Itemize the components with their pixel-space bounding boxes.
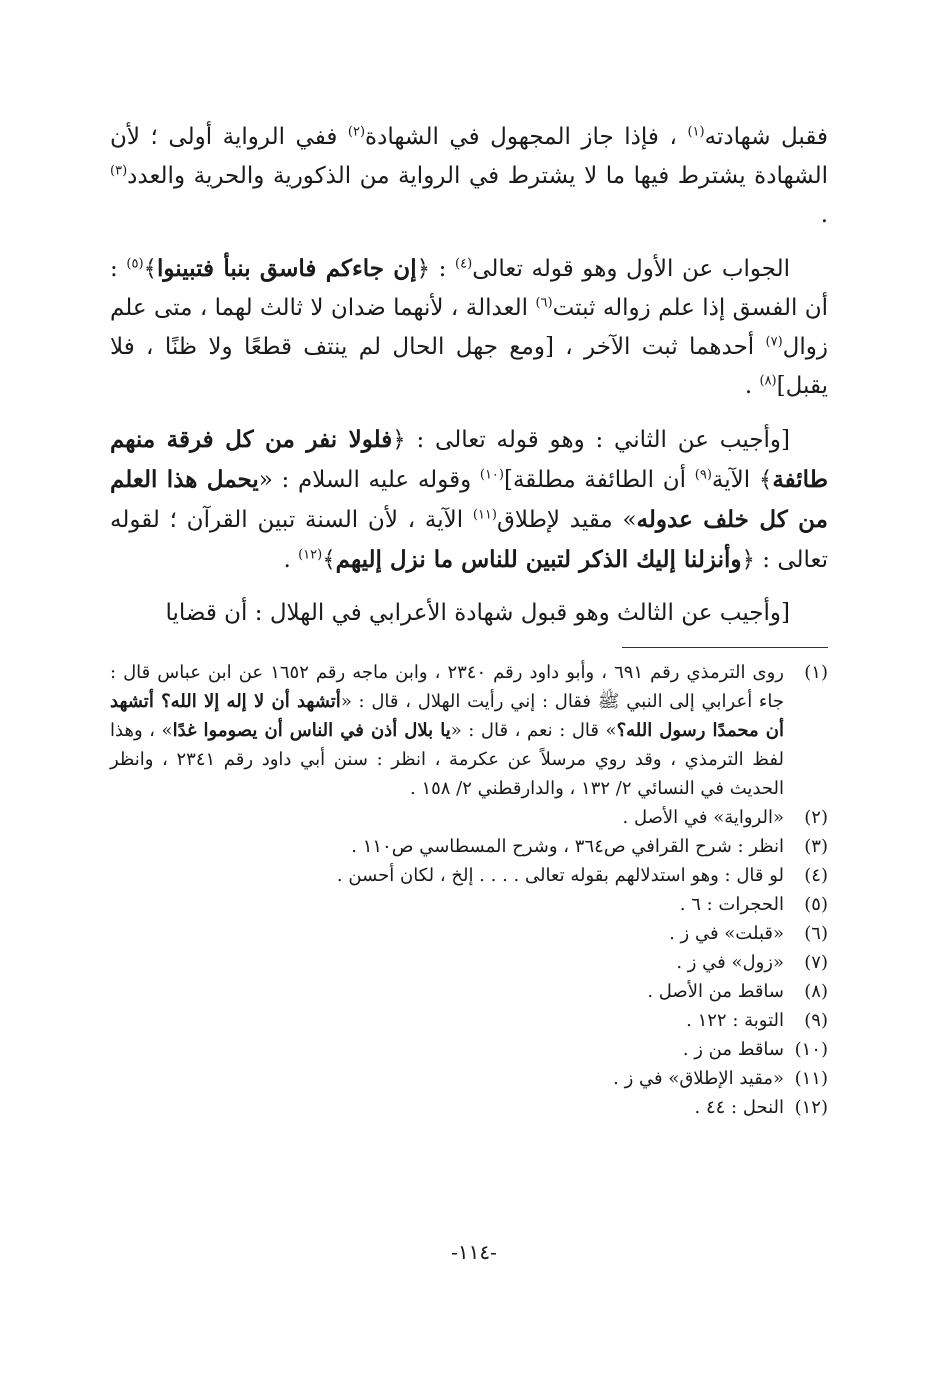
- text-run: ففي الرواية أولى ؛ لأن الشهادة يشترط فيها ما لا يشترط في الرواية من الذكورية والحرية والعدد: [110, 124, 828, 189]
- footnote-number: (٣): [804, 836, 828, 857]
- footnote-item: [110, 832, 828, 861]
- footnote-number: (٤): [804, 865, 828, 886]
- footnote-number: (١١): [794, 1068, 828, 1089]
- footnote-text: «زول» في ز .: [676, 952, 784, 973]
- footnote-item: [110, 1006, 828, 1035]
- footnote-item: [110, 919, 828, 948]
- text-run: .: [820, 202, 828, 228]
- footnote-separator: [622, 647, 828, 648]
- footnote-item: [110, 803, 828, 832]
- footnote-number: (٩): [804, 1010, 828, 1031]
- paragraph-1: [110, 118, 828, 235]
- footnote-number: (١٢): [794, 1097, 828, 1118]
- text-run: الآية ، لأن السنة تبين القرآن ؛ لقوله تعالى : ﴿: [110, 507, 828, 573]
- footnote-ref[interactable]: (٧): [765, 334, 783, 350]
- footnote-ref[interactable]: (٦): [535, 295, 553, 311]
- quran-verse: وأنزلنا إليك الذكر لتبين للناس ما نزل إليهم: [335, 546, 742, 573]
- text-run: ﴾: [322, 547, 336, 573]
- text-run: فقبل شهادته: [704, 124, 829, 150]
- text-run: وقوله عليه السلام : «: [258, 467, 480, 493]
- footnote-text: ساقط من الأصل .: [647, 981, 784, 1002]
- footnote-item: [110, 1064, 828, 1093]
- hadith-quote: يحمل هذا العلم من كل خلف عدوله: [110, 466, 828, 533]
- footnote-text: النحل : ٤٤ .: [694, 1097, 784, 1118]
- footnote-number: (٢): [804, 807, 828, 828]
- footnote-text: «الرواية» في الأصل .: [622, 807, 784, 828]
- footnote-ref[interactable]: (١٢): [298, 547, 323, 563]
- text-run: [وأجيب عن الثالث وهو قبول شهادة الأعرابي في الهلال : أن قضايا: [165, 600, 790, 626]
- footnote-number: (٦): [804, 923, 828, 944]
- text-run: : أن الفسق إذا علم زواله ثبتت: [110, 256, 829, 321]
- footnotes: [110, 658, 828, 1122]
- text-run: أحدهما ثبت الآخر ، [ومع جهل الحال لم ينتف قطعًا ولا ظنًا ، فلا يقبل]: [110, 334, 828, 399]
- footnote-ref[interactable]: (٣): [110, 163, 128, 179]
- page-number: -١١٤-: [451, 1240, 497, 1264]
- footnote-text: [110, 658, 784, 803]
- footnote-number: (١٠): [794, 1039, 828, 1060]
- quran-verse: إن جاءكم فاسق بنبأ فتبينوا: [157, 255, 417, 282]
- footnote-item: [110, 658, 828, 803]
- text-run: أن الطائفة مطلقة]: [504, 467, 695, 493]
- footnote-text: لو قال : وهو استدلالهم بقوله تعالى . . . . إلخ ، لكان أحسن .: [336, 865, 784, 886]
- footnote-item: [110, 948, 828, 977]
- text-run: ﴾: [143, 256, 157, 282]
- footnote-text: ساقط من ز .: [682, 1039, 784, 1060]
- footnote-ref[interactable]: (١): [687, 124, 705, 140]
- footnote-ref[interactable]: (١١): [472, 507, 497, 523]
- text-run: الجواب عن الأول وهو قوله تعالى: [472, 256, 790, 282]
- text-run: ﴾ الآية: [711, 467, 773, 493]
- text-run: : ﴿: [416, 256, 456, 282]
- paragraph-4: [110, 594, 828, 633]
- text-run: العدالة ، لأنهما ضدان لا ثالث لهما ، متى علم زوال: [110, 295, 828, 360]
- footnote-ref[interactable]: (٩): [694, 467, 712, 483]
- footnote-number: (٨): [804, 981, 828, 1002]
- hadith-quote: يا بلال أذن في الناس أن يصوموا غدًا: [172, 720, 451, 741]
- footnote-item: [110, 977, 828, 1006]
- footnote-text: انظر : شرح القرافي ص٣٦٤ ، وشرح المسطاسي ص١١٠ .: [351, 836, 784, 857]
- footnote-text: «مقيد الإطلاق» في ز .: [613, 1068, 784, 1089]
- text-run: [وأجيب عن الثاني : وهو قوله تعالى : ﴿: [392, 427, 791, 453]
- footnote-text: الحجرات : ٦ .: [679, 894, 784, 915]
- footnote-ref[interactable]: (٥): [126, 256, 144, 272]
- text-run: روى الترمذي رقم ٦٩١ ، وأبو داود رقم ٢٣٤٠ ، وابن ماجه رقم ١٦٥٢ عن ابن عباس قال : جاء أعرابي إلى النبي ﷺ فقال : إني رأيت الهلال ، قال : «: [110, 662, 784, 712]
- text-run: » ، وهذا لفظ الترمذي ، وقد روي مرسلاً عن عكرمة ، انظر : سنن أبي داود رقم ٢٣٤١ ، وانظر الحديث في النسائي ٢/ ١٣٢ ، والدارقطني ٢/ ١٥٨ .: [110, 720, 784, 799]
- page-content: [110, 118, 828, 1122]
- text-run: » قال : نعم ، قال : «: [450, 720, 617, 741]
- footnote-item: [110, 1093, 828, 1122]
- paragraph-2: [110, 249, 828, 406]
- footnote-text: التوبة : ١٢٢ .: [686, 1010, 784, 1031]
- text-run: .: [744, 373, 760, 399]
- text-run: ، فإذا جاز المجهول في الشهادة: [365, 124, 688, 150]
- footnote-ref[interactable]: (٢): [347, 124, 366, 140]
- text-run: » مقيد لإطلاق: [497, 507, 637, 533]
- footnote-number: (٥): [804, 894, 828, 915]
- footnote-item: [110, 1035, 828, 1064]
- footnote-item: [110, 861, 828, 890]
- quran-verse: فلولا نفر من كل فرقة منهم طائفة: [110, 426, 828, 493]
- footnote-text: «قبلت» في ز .: [669, 923, 784, 944]
- footnote-number: (٧): [804, 952, 828, 973]
- footnote-item: [110, 890, 828, 919]
- footnote-ref[interactable]: (٨): [759, 373, 777, 389]
- footnote-ref[interactable]: (١٠): [479, 467, 504, 483]
- footnote-ref[interactable]: (٤): [455, 256, 473, 272]
- text-run: .: [283, 547, 299, 573]
- footnote-number: (١): [804, 662, 828, 683]
- paragraph-3: [110, 420, 828, 580]
- hadith-quote: أتشهد أن لا إله إلا الله؟ أتشهد أن محمدًا رسول الله؟: [110, 691, 784, 741]
